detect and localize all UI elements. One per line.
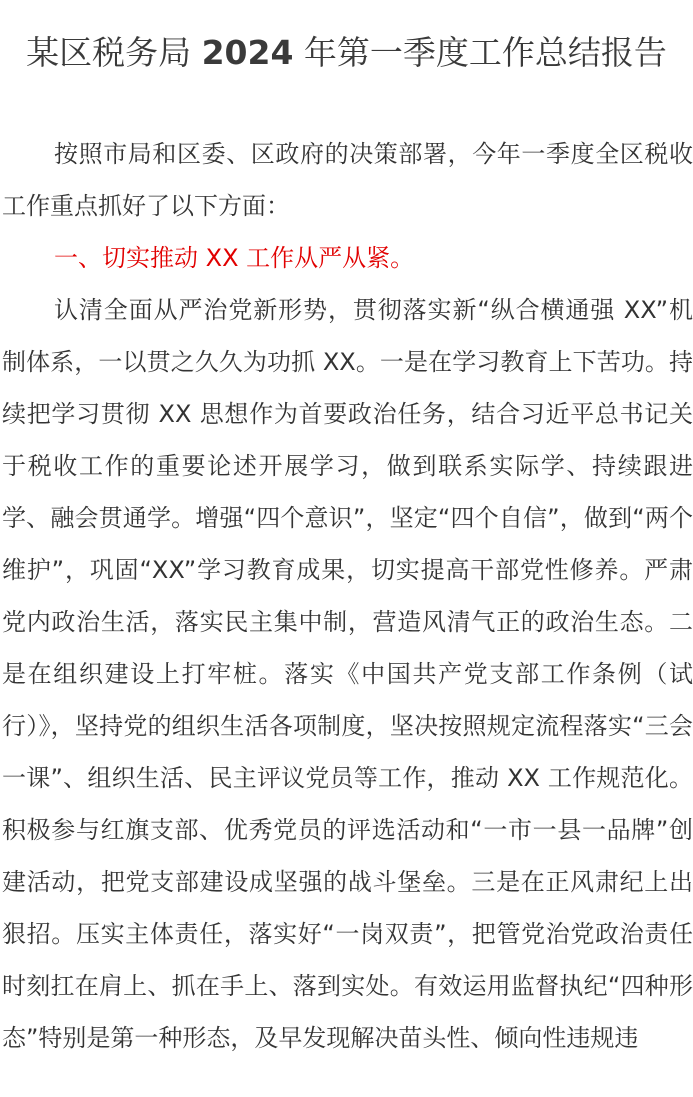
title-prefix: 某区税务局 xyxy=(26,33,202,72)
document-title xyxy=(0,0,693,76)
intro-paragraph: 按照市局和区委、区政府的决策部署，今年一季度全区税收工作重点抓好了以下方面： xyxy=(2,140,693,220)
title-suffix: 年第一季度工作总结报告 xyxy=(293,33,667,72)
title-year: 2024 xyxy=(201,33,294,72)
section-body-1: 认清全面从严治党新形势，贯彻落实新“纵合横通强 XX”机制体系，一以贯之久久为功抓 XX。一是在学习教育上下苦功。持续把学习贯彻 XX 思想作为首要政治任务，结合习近平总书记关于税收工作的重要论述开展学习，做到联系实际学、持续跟进学、融会贯通学。增强“四个意识”，坚定“四个自信”，做到“两个维护”，巩固“XX”学习教育成果，切实提高干部党性修养。严肃党内政治生活，落实民主集中制，营造风清气正的政治生态。二是在组织建设上打牢桩。落实《中国共产党支部工作条例（试行）》，坚持党的组织生活各项制度，坚决按照规定流程落实“三会一课”、组织生活、民主评议党员等工作，推动 XX 工作规范化。积极参与红旗支部、优秀党员的评选活动和“一市一县一品牌”创建活动，把党支部建设成坚强的战斗堡垒。三是在正风肃纪上出狠招。压实主体责任，落实好“一岗双责”，把管党治党政治责任时刻扛在肩上、抓在手上、落到实处。有效运用监督执纪“四种形态”特别是第一种形态，及早发现解决苗头性、倾向性违规违 xyxy=(2,296,693,1052)
document-body xyxy=(2,128,693,1064)
section-heading-1: 一、切实推动 XX 工作从严从紧。 xyxy=(54,244,415,272)
